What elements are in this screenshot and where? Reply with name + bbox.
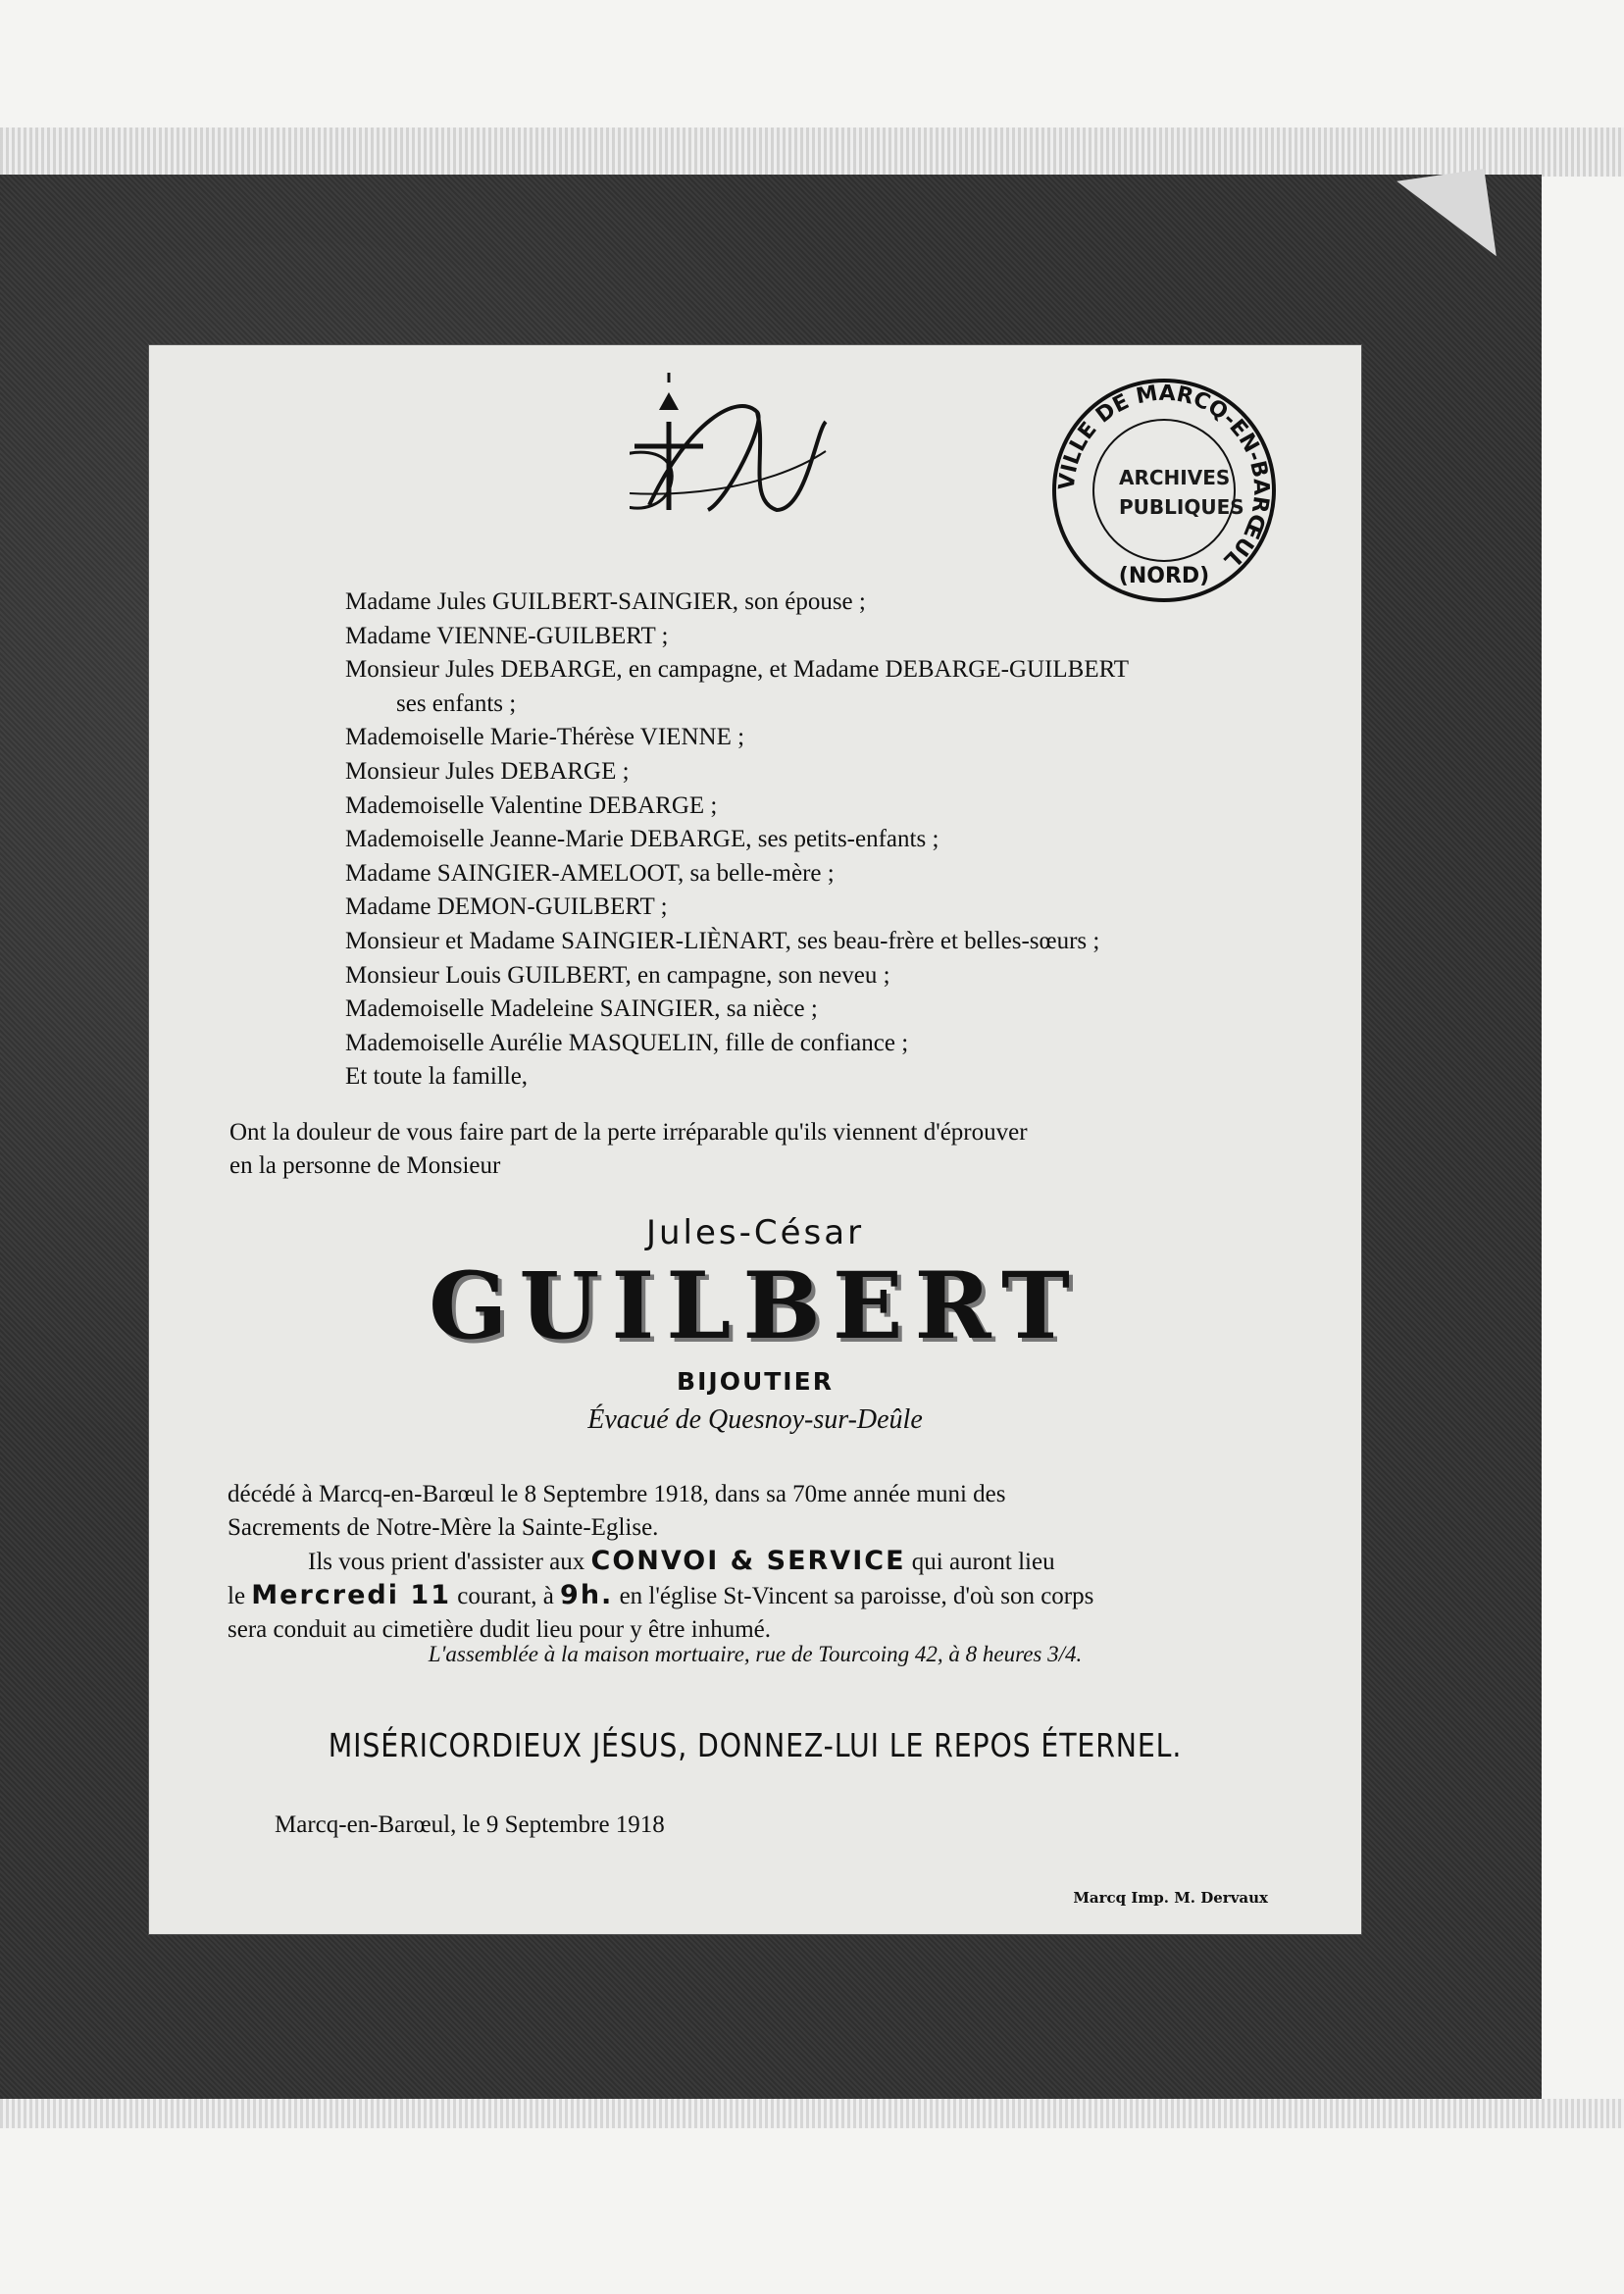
mourner-line: Monsieur Louis GUILBERT, en campagne, son neveu ; <box>345 961 890 989</box>
mourner-line: Mademoiselle Marie-Thérèse VIENNE ; <box>345 724 745 751</box>
mourner-line: Madame DEMON-GUILBERT ; <box>345 893 668 921</box>
deceased-origin: Évacué de Quesnoy-sur-Deûle <box>587 1404 923 1435</box>
stamp-line-2: PUBLIQUES <box>1119 495 1244 519</box>
mourner-line: Mademoiselle Aurélie MASQUELIN, fille de confiance ; <box>345 1029 909 1056</box>
funeral-details <box>228 1478 1306 1647</box>
deceased-profession: BIJOUTIER <box>677 1367 834 1396</box>
scan-band-bottom <box>0 2099 1624 2128</box>
announcement-intro <box>229 1116 1308 1183</box>
intro-line-2: en la personne de Monsieur <box>229 1152 501 1179</box>
board-folded-corner <box>1396 169 1497 269</box>
deceased-surname: GUILBERT <box>429 1252 1082 1360</box>
body-line-4-a: le <box>228 1583 246 1609</box>
body-line-4-e: en l'église St-Vincent sa paroisse, d'où son corps <box>619 1583 1094 1609</box>
mourner-line: Madame SAINGIER-AMELOOT, sa belle-mère ; <box>345 859 835 887</box>
body-line-4-c: courant, à <box>457 1583 554 1609</box>
mourner-line: Monsieur Jules DEBARGE ; <box>345 757 630 785</box>
stamp-ring-text: VILLE DE MARCQ-EN-BARŒUL <box>1054 381 1274 573</box>
place-date: Marcq-en-Barœul, le 9 Septembre 1918 <box>275 1811 665 1838</box>
mourner-line: Madame Jules GUILBERT-SAINGIER, son épouse ; <box>345 588 866 615</box>
mourner-line: Mademoiselle Jeanne-Marie DEBARGE, ses petits-enfants ; <box>345 826 939 853</box>
stamp-region: (NORD) <box>1118 564 1210 588</box>
mourner-line: ses enfants ; <box>396 689 517 717</box>
mourner-line: Monsieur et Madame SAINGIER-LIÈNART, ses beau-frère et belles-sœurs ; <box>345 927 1100 954</box>
convoi-service: CONVOI & SERVICE <box>590 1546 906 1576</box>
service-day: Mercredi 11 <box>251 1580 451 1610</box>
mourner-line: Mademoiselle Valentine DEBARGE ; <box>345 791 718 819</box>
stamp-line-1: ARCHIVES <box>1119 466 1231 489</box>
body-line-2: Sacrements de Notre-Mère la Sainte-Eglise. <box>228 1514 659 1541</box>
mourners-list <box>345 586 1345 1095</box>
stamp-center-text <box>1119 463 1244 522</box>
deceased-first-names: Jules-César <box>645 1213 865 1252</box>
body-line-1: décédé à Marcq-en-Barœul le 8 Septembre 1918, dans sa 70me année muni des <box>228 1481 1006 1507</box>
mourner-line: Mademoiselle Madeleine SAINGIER, sa nièce ; <box>345 995 818 1023</box>
assembly-note: L'assemblée à la maison mortuaire, rue de Tourcoing 42, à 8 heures 3/4. <box>428 1642 1083 1666</box>
body-line-3-c: qui auront lieu <box>911 1549 1055 1575</box>
body-line-3-a: Ils vous prient d'assister aux <box>308 1549 585 1575</box>
printer-credit: Marcq Imp. M. Dervaux <box>1073 1889 1268 1907</box>
body-line-5: sera conduit au cimetière dudit lieu pour y être inhumé. <box>228 1616 771 1643</box>
mourner-line: Monsieur Jules DEBARGE, en campagne, et Madame DEBARGE-GUILBERT <box>345 656 1130 684</box>
cross-monogram-icon <box>630 363 1100 588</box>
mourner-line: Et toute la famille, <box>345 1063 529 1091</box>
archive-stamp-icon <box>1046 373 1282 608</box>
intro-line-1: Ont la douleur de vous faire part de la perte irréparable qu'ils viennent d'éprouver <box>229 1119 1028 1146</box>
death-notice <box>149 345 1361 1934</box>
service-hour: 9h. <box>560 1580 614 1610</box>
prayer-line: MISÉRICORDIEUX JÉSUS, DONNEZ-LUI LE REPOS ÉTERNEL. <box>328 1726 1183 1764</box>
body-line-4 <box>228 1579 1306 1613</box>
scan-band-top <box>0 127 1624 177</box>
mourner-line: Madame VIENNE-GUILBERT ; <box>345 622 669 649</box>
body-line-3 <box>228 1545 1306 1579</box>
